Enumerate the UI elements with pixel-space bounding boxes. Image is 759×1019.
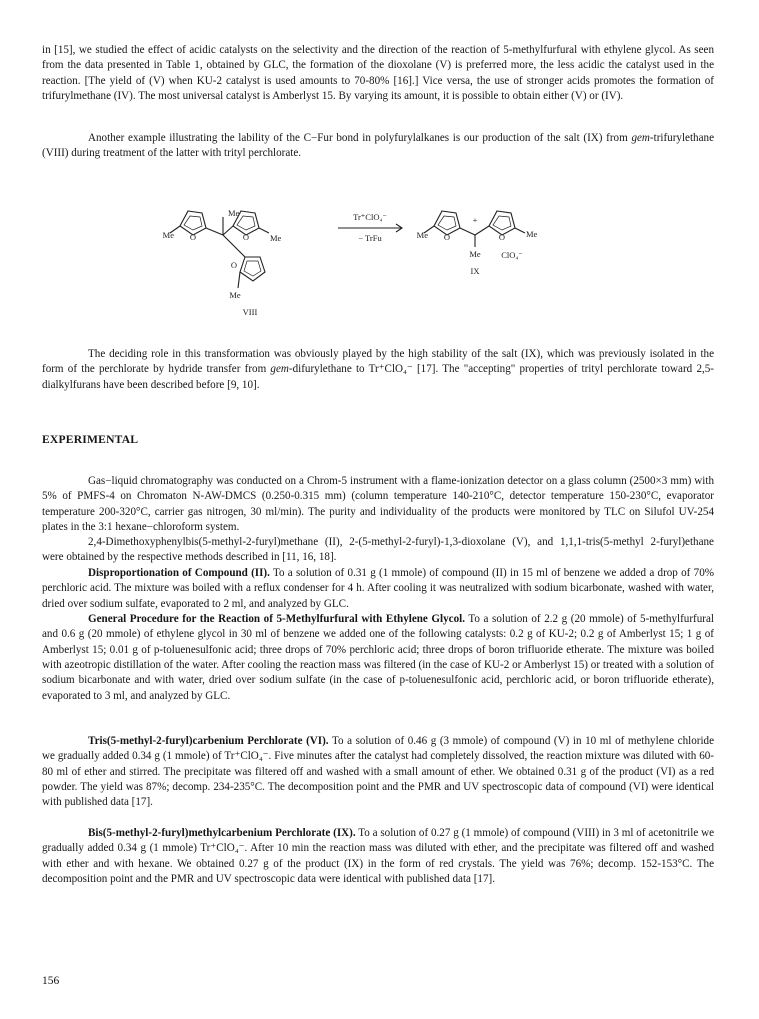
scheme-intro-paragraph [42, 131, 714, 162]
bis-perchlorate-paragraph [42, 826, 714, 887]
disproportionation-paragraph [42, 566, 714, 612]
tris-perchlorate-text: To a solution of 0.46 g (3 mmole) of compound (V) in 10 ml of methylene chloride we gradually added 0.34 g (1 mmole) of Tr⁺ClO₄⁻. Five minutes after the catalyst had completely dissolved, the reaction mixture was diluted with 60-80 ml of ether and stirred. The precipitate was filtered off and washed with a small amount of ether. We obtained 0.31 g of the product (VI) as a red powder. The yield was 87%; decomp. 234-235°C. The decomposition point and the PMR and UV spectroscopic data of compound (VI) were identical with published data [17]. [42, 735, 715, 809]
scheme-intro-italic: gem [631, 132, 650, 144]
me-label: Me [229, 290, 241, 300]
me-label: Me [162, 230, 174, 240]
known-compounds-paragraph [42, 535, 714, 566]
cation-charge: + [472, 215, 478, 225]
discussion-text-b: -difurylethane to Tr⁺ClO₄⁻ [17]. The "accepting" properties of trityl perchlorate toward 2,5-dialkylfurans have been described before [9, 10]. [42, 363, 715, 391]
tris-perchlorate-paragraph [42, 734, 714, 811]
intro-text: in [15], we studied the effect of acidic catalysts on the selectivity and the direction of the reaction of 5-methylfurfural with ethylene glycol. As seen from the data presented in Table 1, obtained by GLC, the formation of the dioxolane (V) is preferred more, the less acidic the catalyst used in the reaction. [The yield of (V) when KU-2 catalyst is used amounts to 70-80% [16].] Vice versa, the use of stronger acids promotes the formation of trifurylmethane (IV). The most universal catalyst is Amberlyst 15. By varying its amount, it is possible to obtain either (V) or (IV). [42, 44, 714, 103]
bis-perchlorate-text: To a solution of 0.27 g (1 mmole) of compound (VIII) in 3 ml of acetonitrile we gradually added 0.34 g (1 mmole) Tr⁺ClO₄⁻. After 10 min the reaction mass was diluted with ether, and the precipitate was filtered off and washed with ether and with hexane. We obtained 0.27 g of the product (IX) in the form of red crystals. The yield was 76%; decomp. 152-153°C. The decomposition point and the PMR and UV spectroscopic data were identical with published data [17]. [42, 827, 715, 886]
discussion-italic: gem [270, 363, 289, 376]
discussion-paragraph [42, 347, 714, 393]
page-number: 156 [42, 975, 60, 987]
general-procedure-text: To a solution of 2.2 g (20 mmole) of 5-methylfurfural and 0.6 g (20 mmole) of ethylene glycol in 30 ml of benzene we added one of the following catalysts: 0.2 g of KU-2; 0.2 g of Amberlyst 15; 1 g of Amberlyst 15; 0.01 g of p-toluenesulfonic acid; three drops of 70% perchloric acid; three drops of boron trifluoride etherate. The mixture was boiled with azeotropic distillation of the water. After cooling the reaction mass was filtered (in the case of KU-2 or Amberlyst 15) or treated with a solution of sodium bicarbonate and with water, dried over sodium sulfate (in the case of p-toluenesulfonic acid, perchloric acid, or boron trifluoride etherate), evaporated to 3 ml, and analyzed by GLC. [42, 613, 714, 702]
me-label: Me [228, 208, 240, 218]
reagent-label: Tr⁺ClO₄⁻ [353, 212, 387, 222]
oxygen-label: O [498, 232, 506, 242]
scheme-intro-text-b: -trifurylethane (VIII) during treatment of the latter with trityl perchlorate. [42, 132, 714, 160]
tris-perchlorate-title: Tris(5-methyl-2-furyl)carbenium Perchlorate (VI). [88, 735, 329, 747]
known-compounds-text: 2,4-Dimethoxyphenylbis(5-methyl-2-furyl)methane (II), 2-(5-methyl-2-furyl)-1,3-dioxolane (V), and 1,1,1-tris(5-methyl 2-furyl)ethane were obtained by the respective methods described in [11, 16, 18]. [42, 536, 714, 564]
intro-paragraph [42, 43, 714, 104]
scheme-intro-text-a: Another example illustrating the lability of the C−Fur bond in polyfurylalkanes is our production of the salt (IX) from [88, 132, 632, 144]
section-heading: EXPERIMENTAL [42, 433, 139, 446]
compound-label-viii: VIII [242, 307, 258, 317]
anion-label: ClO₄⁻ [501, 250, 523, 260]
disproportionation-text: To a solution of 0.31 g (1 mmole) of compound (II) in 15 ml of benzene we added a drop of 70% perchloric acid. The mixture was boiled with a reflux condenser for 4 h. After cooling it was neutralized with sodium bicarbonate, washed with water, dried over sodium sulfate, evaporated to 2 ml, and analyzed by GLC. [42, 567, 714, 610]
byproduct-label: − TrFu [358, 233, 382, 243]
glc-text: Gas−liquid chromatography was conducted on a Chrom-5 instrument with a flame-ionization detector on a glass column (2500×3 mm) with 5% of PMFS-4 on Chromaton N-AW-DMCS (0.250-0.315 mm) (column temperature 140-210°C, detector temperature 150-230°C, evaporator temperature 200-320°C, carrier gas nitrogen, 30 ml/min). The purity and individuality of the products were monitored by TLC on Silufol UV-254 plates in the 3:1 hexane−chloroform system. [42, 475, 714, 534]
general-procedure-title: General Procedure for the Reaction of 5-Methylfurfural with Ethylene Glycol. [88, 613, 466, 625]
oxygen-label: O [242, 232, 250, 242]
glc-paragraph [42, 474, 714, 535]
general-procedure-paragraph [42, 612, 714, 704]
me-label: Me [416, 230, 428, 240]
disproportionation-title: Disproportionation of Compound (II). [88, 567, 270, 579]
oxygen-label: O [230, 260, 237, 270]
reaction-scheme [150, 195, 590, 325]
oxygen-label: O [443, 232, 451, 242]
me-label: Me [526, 229, 538, 239]
me-label: Me [270, 233, 282, 243]
bis-perchlorate-title: Bis(5-methyl-2-furyl)methylcarbenium Perchlorate (IX). [88, 827, 356, 839]
discussion-text-a: The deciding role in this transformation was obviously played by the high stability of the salt (IX), which was previously isolated in the form of the perchlorate by hydride transfer from [42, 348, 714, 376]
compound-label-ix: IX [470, 266, 480, 276]
me-label: Me [469, 249, 481, 259]
oxygen-label: O [189, 232, 197, 242]
